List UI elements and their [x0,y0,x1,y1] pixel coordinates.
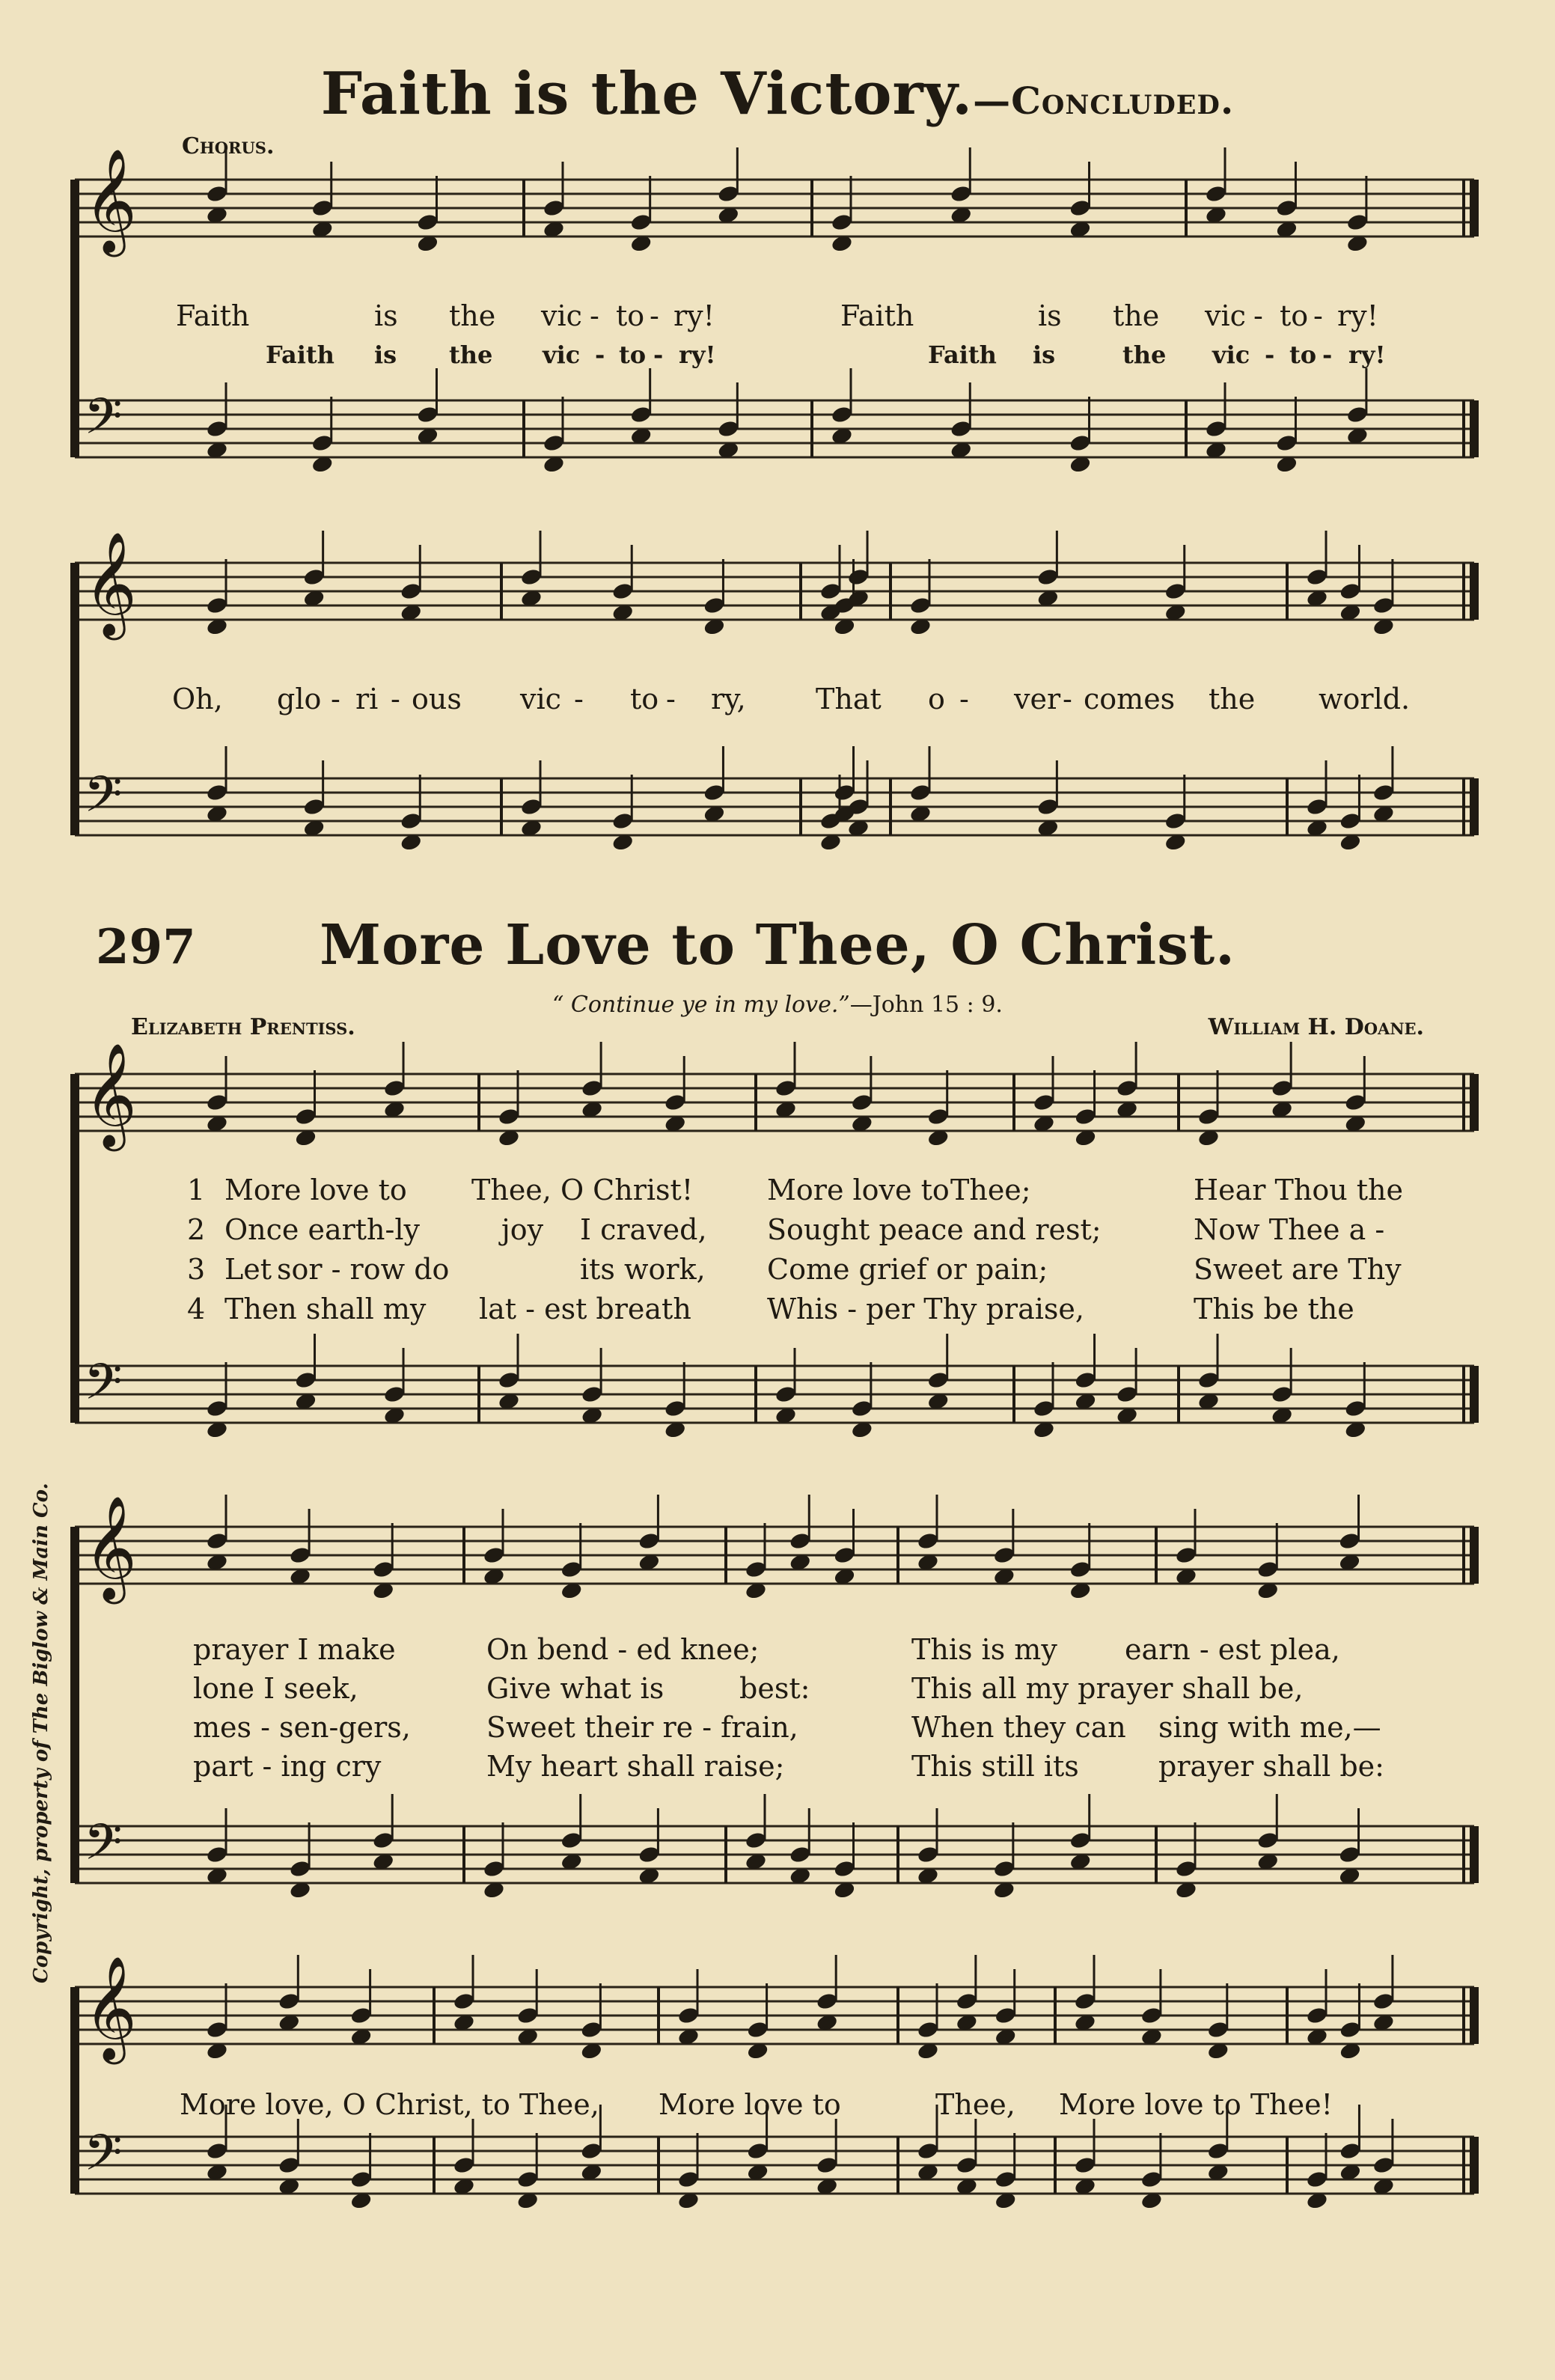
bass-clef: 𝄢 [84,2124,123,2194]
scripture-ref: —John 15 : 9. [849,992,1003,1018]
bass-clef: 𝄢 [84,1353,123,1423]
bass-clef: 𝄢 [84,1813,123,1883]
top-hymn-title [0,60,1555,128]
treble-clef: 𝄞 [84,1495,137,1600]
chorus-label: Chorus. [182,133,275,159]
top-hymn-title-text: Faith is the Victory. [320,60,974,128]
treble-clef: 𝄞 [84,531,137,636]
bass-clef: 𝄢 [84,388,123,457]
copyright-notice: Copyright, property of The Biglow & Main Co. [30,1483,52,1983]
scripture-quote: “ Continue ye in my love.” [552,992,850,1018]
bottom-hymn-title: More Love to Thee, O Christ. [320,913,1235,977]
treble-clef: 𝄞 [84,148,137,253]
author-credit: Elizabeth Prentiss. [131,1014,355,1040]
treble-clef: 𝄞 [84,1043,137,1147]
bass-clef: 𝄢 [84,766,123,835]
treble-clef: 𝄞 [84,1956,137,2060]
top-hymn-title-suffix: —Concluded. [973,79,1235,123]
composer-credit: William H. Doane. [1208,1014,1424,1040]
hymn-number: 297 [96,919,196,975]
